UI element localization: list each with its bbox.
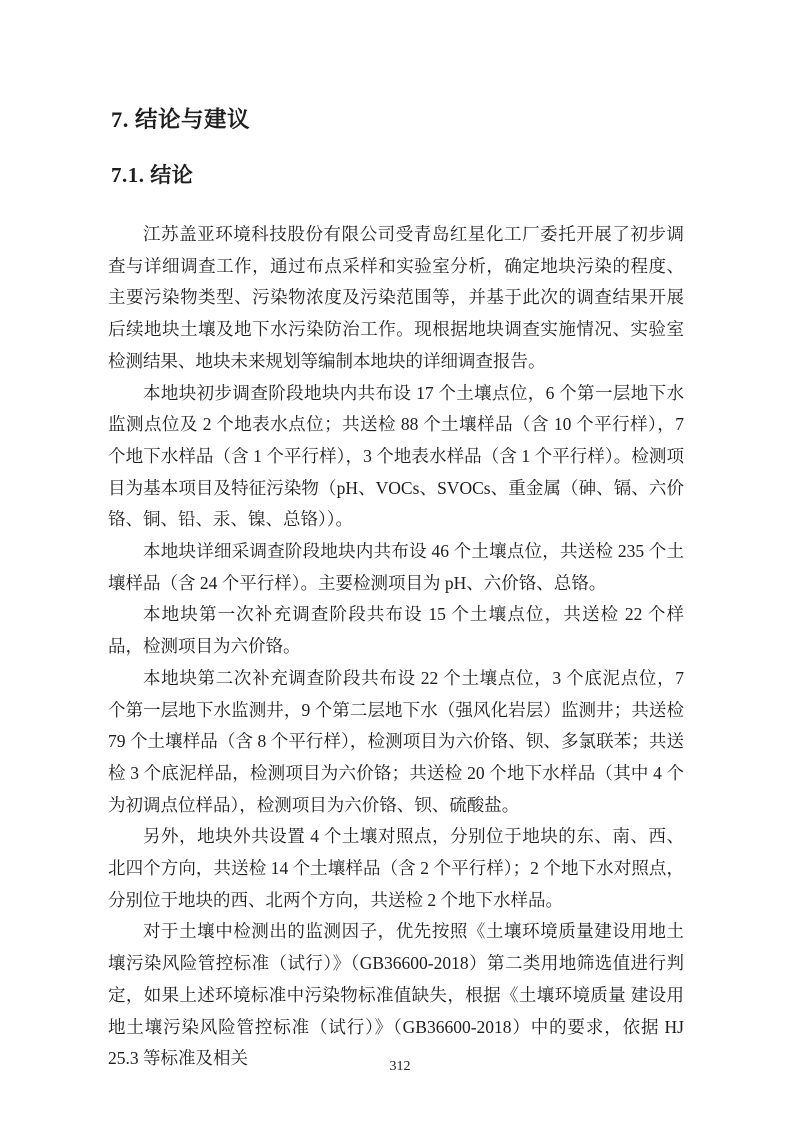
paragraph-preliminary-survey: 本地块初步调查阶段地块内共布设 17 个土壤点位，6 个第一层地下水监测点位及 2 个地表水点位；共送检 88 个土壤样品（含 10 个平行样），7 个地下水样品（含 1 个平行样），3 个地表水样品（含 1 个平行样）。检测项目为基本项目及特征污染物（pH、VOCs、SVOCs、重金属（砷、镉、六价铬、铜、铅、汞、镍、总铬））。 (108, 382, 684, 530)
paragraph-screening-standards: 对于土壤中检测出的监测因子，优先按照《土壤环境质量建设用地土壤污染风险管控标准（试行）》（GB36600-2018）第二类用地筛选值进行判定，如果上述环境标准中污染物标准值缺失，根据《土壤环境质量 建设用地土壤污染风险管控标准（试行）》（GB36600-2018）中的要求，依据 HJ 25.3 等标准及相关 (108, 921, 684, 1069)
paragraph-intro: 江苏盖亚环境科技股份有限公司受青岛红星化工厂委托开展了初步调查与详细调查工作，通过布点采样和实验室分析，确定地块污染的程度、主要污染物类型、污染物浓度及污染范围等，并基于此次的调查结果开展后续地块土壤及地下水污染防治工作。现根据地块调查实施情况、实验室检测结果、地块未来规划等编制本地块的详细调查报告。 (108, 224, 684, 371)
page-number: 312 (389, 1059, 411, 1074)
paragraph-second-supplementary-survey: 本地块第二次补充调查阶段共布设 22 个土壤点位，3 个底泥点位，7 个第一层地下水监测井，9 个第二层地下水（强风化岩层）监测井；共送检 79 个土壤样品（含 8 个平行样），检测项目为六价铬、钡、多氯联苯；共送检 3 个底泥样品，检测项目为六价铬；共送检 20 个地下水样品（其中 4 个为初调点位样品），检测项目为六价铬、钡、硫酸盐。 (108, 667, 684, 815)
document-body (108, 219, 684, 1075)
section-heading: 7. 结论与建议 (111, 107, 251, 132)
paragraph-control-points: 另外，地块外共设置 4 个土壤对照点，分别位于地块的东、南、西、北四个方向，共送检 14 个土壤样品（含 2 个平行样）；2 个地下水对照点，分别位于地块的西、北两个方向，共送检 2 个地下水样品。 (108, 826, 684, 910)
subsection-heading: 7.1. 结论 (111, 163, 194, 187)
paragraph-first-supplementary-survey: 本地块第一次补充调查阶段共布设 15 个土壤点位，共送检 22 个样品，检测项目为六价铬。 (108, 604, 684, 657)
paragraph-detailed-survey: 本地块详细采调查阶段地块内共布设 46 个土壤点位，共送检 235 个土壤样品（含 24 个平行样）。主要检测项目为 pH、六价铬、总铬。 (108, 541, 684, 593)
